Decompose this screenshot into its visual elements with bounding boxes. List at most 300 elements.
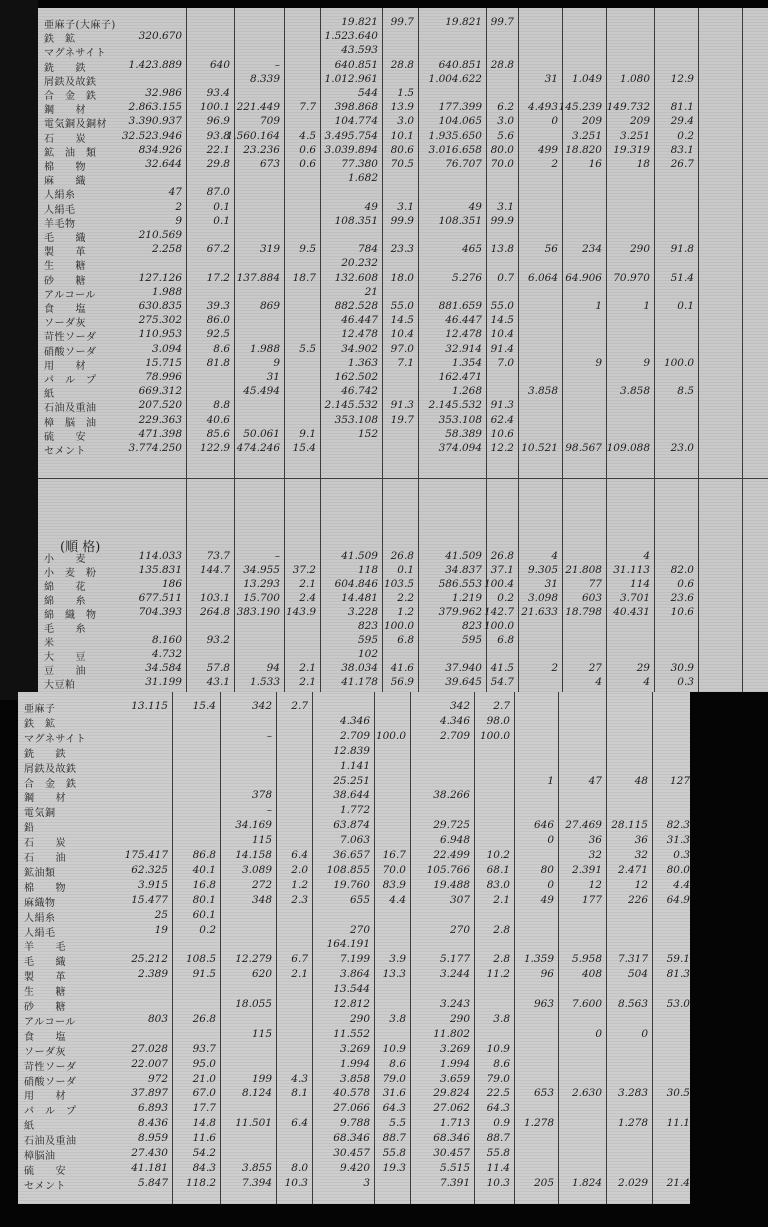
cell-value: 10.4 — [490, 328, 514, 341]
row-label: 綿 織 物 — [44, 610, 97, 621]
cell-value: 1.278 — [617, 1117, 648, 1130]
cell-value: 93.4 — [206, 87, 230, 99]
cell-value: 8.1 — [291, 1087, 308, 1100]
cell-value: 1.824 — [571, 1176, 602, 1189]
cell-value: 504 — [627, 968, 648, 981]
cell-value: 36 — [588, 834, 602, 847]
cell-value: 47 — [168, 186, 182, 199]
cell-value: 34.169 — [235, 819, 272, 832]
table-row — [18, 1177, 690, 1197]
row-label: 人絹糸 — [24, 912, 56, 924]
cell-value: 348 — [251, 893, 272, 906]
cell-value: 0.3 — [677, 676, 694, 688]
cell-value: 108.855 — [326, 863, 370, 876]
cell-value: 2.709 — [339, 729, 370, 742]
cell-value: 1.533 — [249, 676, 280, 688]
cell-value: 320.670 — [138, 30, 182, 43]
cell-value: 82.0 — [670, 564, 694, 576]
cell-value: 4.4 — [673, 878, 690, 891]
cell-value: 2.3 — [291, 893, 308, 906]
cell-value: 8.339 — [249, 72, 280, 85]
cell-value: 378 — [251, 789, 272, 802]
cell-value: 62.4 — [490, 413, 514, 426]
cell-value: 17.2 — [206, 271, 230, 284]
cell-value: 122.9 — [199, 442, 230, 454]
cell-value: 10.3 — [284, 1176, 308, 1189]
cell-value: 7.7 — [299, 101, 316, 114]
cell-value: 96 — [540, 968, 554, 981]
cell-value: 26.8 — [490, 550, 514, 562]
cell-value: 32.644 — [145, 158, 182, 170]
cell-value: 1.682 — [347, 172, 378, 185]
cell-value: 2.0 — [291, 863, 308, 876]
column-rule — [742, 8, 743, 692]
row-label: 製 革 — [24, 972, 66, 984]
cell-value: 9.788 — [339, 1117, 370, 1130]
cell-value: 10.4 — [390, 328, 414, 341]
cell-value: 1 — [643, 300, 650, 312]
cell-value: 31.6 — [382, 1087, 406, 1100]
cell-value: 704.393 — [138, 606, 182, 618]
cell-value: 653 — [533, 1087, 554, 1100]
cell-value: 49 — [540, 893, 554, 906]
cell-value: 207.520 — [138, 399, 182, 412]
cell-value: 55.8 — [486, 1147, 510, 1159]
cell-value: 127.126 — [138, 271, 182, 284]
cell-value: 210.569 — [138, 229, 182, 241]
cell-value: 0.2 — [497, 592, 514, 604]
cell-value: 3.094 — [151, 342, 182, 355]
cell-value: 595 — [357, 634, 378, 646]
cell-value: 32 — [634, 849, 648, 861]
cell-value: 6.7 — [291, 953, 308, 966]
cell-value: 68.346 — [333, 1132, 370, 1145]
cell-value: 2 — [175, 200, 182, 213]
cell-value: 39.645 — [445, 676, 482, 688]
row-label: 人絹糸 — [44, 190, 76, 202]
cell-value: 164.191 — [326, 938, 370, 951]
cell-value: 10.521 — [521, 442, 558, 454]
cell-value: 94 — [266, 662, 280, 674]
cell-value: 1.354 — [451, 356, 482, 369]
row-label: 棉 物 — [44, 162, 86, 173]
row-label: 豆 油 — [44, 666, 86, 677]
cell-value: 100.0 — [663, 356, 694, 369]
cell-value: 374.094 — [438, 442, 482, 454]
cell-value: 38.266 — [433, 789, 470, 802]
cell-value: 7.1 — [397, 356, 414, 369]
cell-value: 3.1 — [497, 200, 514, 213]
row-label: 用 材 — [24, 1091, 66, 1103]
cell-value: 1.988 — [151, 285, 182, 298]
cell-value: 29.8 — [206, 158, 230, 170]
cell-value: 0 — [641, 1027, 648, 1040]
cell-value: 34.584 — [145, 662, 182, 674]
row-label: 大豆粕 — [44, 680, 76, 691]
cell-value: 80.0 — [666, 863, 690, 876]
cell-value: 29.4 — [670, 115, 694, 128]
cell-value: 221.449 — [236, 101, 280, 114]
cell-value: 1.713 — [439, 1117, 470, 1130]
cell-value: 264.8 — [199, 606, 230, 618]
cell-value: 2.391 — [571, 863, 602, 876]
row-label: 砂 糖 — [24, 1002, 66, 1013]
cell-value: 12.279 — [235, 953, 272, 966]
cell-value: 80 — [540, 863, 554, 876]
cell-value: 34.837 — [445, 564, 482, 576]
cell-value: 8.8 — [213, 399, 230, 412]
cell-value: 143.9 — [285, 606, 316, 618]
cell-value: 834.926 — [138, 143, 182, 156]
cell-value: 6.4 — [291, 1117, 308, 1130]
cell-value: 398.868 — [334, 101, 378, 114]
table-row — [38, 676, 738, 692]
cell-value: 8.563 — [617, 998, 648, 1010]
cell-value: 0.1 — [677, 300, 694, 312]
row-label: 鉱油類 — [24, 867, 56, 879]
cell-value: 3.243 — [439, 998, 470, 1010]
cell-value: – — [266, 804, 272, 817]
row-label: 綿 花 — [44, 582, 86, 593]
cell-value: 3.016.658 — [428, 143, 482, 156]
cell-value: 59.1 — [666, 953, 690, 966]
cell-value: 6.948 — [439, 834, 470, 847]
row-label: 羊毛物 — [44, 218, 76, 230]
cell-value: 93.2 — [206, 634, 230, 646]
cell-value: 3.915 — [137, 878, 168, 891]
cell-value: 353.108 — [438, 413, 482, 426]
cell-value: 18.798 — [565, 606, 602, 618]
cell-value: 25.251 — [333, 774, 370, 787]
cell-value: 1.359 — [523, 953, 554, 966]
cell-value: 8.436 — [137, 1117, 168, 1130]
row-label: 硝酸ソーダ — [24, 1076, 77, 1088]
cell-value: 27.028 — [131, 1042, 168, 1055]
cell-value: 11.501 — [235, 1117, 272, 1130]
cell-value: 31.199 — [145, 676, 182, 688]
cell-value: 7.600 — [571, 998, 602, 1010]
cell-value: 11.4 — [486, 1161, 510, 1174]
cell-value: 64.906 — [565, 271, 602, 284]
cell-value: 22.1 — [206, 143, 230, 156]
cell-value: 46.447 — [445, 314, 482, 327]
cell-value: 673 — [259, 158, 280, 170]
cell-value: 4.732 — [151, 648, 182, 660]
cell-value: 64.9 — [666, 893, 690, 906]
cell-value: 586.553 — [438, 578, 482, 590]
cell-value: 1.2 — [397, 606, 414, 618]
cell-value: 2.863.155 — [128, 101, 182, 114]
cell-value: 118.2 — [185, 1176, 216, 1189]
cell-value: 16.8 — [192, 878, 216, 891]
cell-value: 0.1 — [397, 564, 414, 576]
cell-value: 972 — [147, 1072, 168, 1085]
cell-value: 23.3 — [390, 243, 414, 256]
cell-value: 105.766 — [426, 863, 470, 876]
row-label: 亜麻子(大麻子) — [44, 20, 116, 31]
cell-value: 8.160 — [151, 634, 182, 646]
row-label: セメント — [24, 1180, 66, 1192]
cell-value: 4 — [551, 550, 558, 562]
cell-value: 7.0 — [497, 356, 514, 369]
cell-value: 229.363 — [138, 413, 182, 426]
row-label: 人絹毛 — [24, 927, 56, 939]
cell-value: 12.478 — [341, 328, 378, 341]
cell-value: 40.578 — [333, 1087, 370, 1100]
cell-value: 2.709 — [439, 729, 470, 742]
cell-value: 10.2 — [486, 849, 510, 861]
cell-value: 86.0 — [206, 314, 230, 327]
row-label: 羊 毛 — [24, 942, 66, 954]
row-label: 硫 安 — [24, 1165, 66, 1177]
cell-value: 25.212 — [131, 953, 168, 966]
cell-value: 8.6 — [493, 1057, 510, 1070]
cell-value: 28.8 — [490, 58, 514, 71]
cell-value: 100.0 — [383, 620, 414, 632]
cell-value: 21.808 — [565, 564, 602, 576]
cell-value: 40.431 — [613, 606, 650, 618]
cell-value: 0.7 — [497, 271, 514, 284]
cell-value: 1.004.622 — [428, 72, 482, 85]
cell-value: 29.725 — [433, 819, 470, 832]
cell-value: 29 — [636, 662, 650, 674]
cell-value: 1.5 — [397, 87, 414, 99]
cell-value: 115 — [251, 834, 272, 847]
cell-value: 2.145.532 — [324, 399, 378, 412]
cell-value: 6.064 — [527, 271, 558, 284]
cell-value: 15.477 — [131, 893, 168, 906]
cell-value: 32.986 — [145, 87, 182, 99]
cell-value: 31.3 — [666, 834, 690, 847]
row-label: 紙 — [24, 1121, 35, 1133]
row-label: 用 材 — [44, 360, 86, 372]
cell-value: 21 — [364, 285, 378, 298]
cell-value: 640.851 — [438, 58, 482, 71]
cell-value: 2 — [551, 158, 558, 170]
table-row — [38, 442, 738, 462]
cell-value: 186 — [161, 578, 182, 590]
cell-value: 68.346 — [433, 1132, 470, 1145]
cell-value: 56 — [544, 243, 558, 256]
cell-value: 7.063 — [339, 834, 370, 847]
cell-value: 4.3 — [291, 1072, 308, 1085]
cell-value: 37.2 — [292, 564, 316, 576]
cell-value: 27 — [588, 662, 602, 674]
cell-value: 31 — [266, 371, 280, 383]
cell-value: 205 — [533, 1176, 554, 1189]
cell-value: 108.5 — [185, 953, 216, 966]
cell-value: 10.6 — [670, 606, 694, 618]
cell-value: 603 — [581, 592, 602, 604]
cell-value: 1.012.961 — [324, 72, 378, 85]
row-label: 合 金 鉄 — [44, 91, 97, 102]
row-label: 毛 織 — [24, 957, 66, 969]
cell-value: 12.2 — [490, 442, 514, 454]
row-label: 電気銅 — [24, 808, 56, 820]
cell-value: 290 — [449, 1012, 470, 1025]
cell-value: 1 — [547, 774, 554, 787]
cell-value: 4 — [643, 550, 650, 562]
cell-value: 14.5 — [390, 314, 414, 327]
row-label: 製 革 — [44, 247, 86, 259]
cell-value: 16 — [588, 158, 602, 170]
cell-value: 6.893 — [137, 1102, 168, 1115]
row-label: 生 糖 — [44, 261, 86, 273]
row-label: 鉄 鉱 — [24, 718, 56, 730]
cell-value: 2.1 — [299, 676, 316, 688]
cell-value: 803 — [147, 1012, 168, 1025]
cell-value: 70.5 — [390, 158, 414, 170]
row-label: 合 金 鉄 — [24, 778, 77, 790]
row-label: 小 麦 — [44, 554, 86, 565]
cell-value: 63.874 — [333, 819, 370, 832]
cell-value: 3.659 — [439, 1072, 470, 1085]
cell-value: 2.145.532 — [428, 399, 482, 412]
cell-value: 142.7 — [483, 606, 514, 618]
cell-value: 15.715 — [145, 356, 182, 369]
row-label: 鉱 油 類 — [44, 147, 97, 159]
cell-value: 60.1 — [192, 908, 216, 921]
cell-value: 95.0 — [192, 1057, 216, 1070]
cell-value: 114.033 — [138, 550, 182, 562]
cell-value: 88.7 — [382, 1132, 406, 1145]
cell-value: 3.228 — [347, 606, 378, 618]
cell-value: 57.8 — [206, 662, 230, 674]
cell-value: 640 — [209, 58, 230, 71]
cell-value: 270 — [449, 923, 470, 936]
row-label: 石油及重油 — [44, 403, 97, 415]
cell-value: 135.831 — [138, 564, 182, 576]
cell-value: 290 — [629, 243, 650, 256]
cell-value: 3.8 — [389, 1012, 406, 1025]
cell-value: 76.707 — [445, 158, 482, 170]
cell-value: 91.5 — [192, 968, 216, 981]
cell-value: 2.1 — [493, 893, 510, 906]
cell-value: 64.3 — [382, 1102, 406, 1115]
cell-value: 408 — [581, 968, 602, 981]
cell-value: 96.9 — [206, 115, 230, 128]
cell-value: 103.5 — [383, 578, 414, 590]
cell-value: 13.293 — [243, 578, 280, 590]
row-label: 食 塩 — [44, 304, 86, 315]
row-label: 樟 脳 油 — [44, 417, 97, 429]
cell-value: 8.6 — [213, 342, 230, 355]
cell-value: 2.630 — [571, 1087, 602, 1100]
cell-value: 99.9 — [390, 214, 414, 227]
cell-value: 27.469 — [565, 819, 602, 832]
row-label: 石 油 — [24, 853, 66, 864]
cell-value: 81.8 — [206, 356, 230, 369]
cell-value: 162.471 — [438, 371, 482, 383]
cell-value: 784 — [357, 243, 378, 256]
cell-value: 9 — [643, 356, 650, 369]
cell-value: 379.962 — [438, 606, 482, 618]
cell-value: 4.346 — [439, 714, 470, 727]
cell-value: 4 — [643, 676, 650, 688]
cell-value: 9.305 — [527, 564, 558, 576]
cell-value: 83.9 — [382, 878, 406, 891]
cell-value: 3.8 — [493, 1012, 510, 1025]
cell-value: 26.8 — [192, 1012, 216, 1025]
cell-value: 0.1 — [213, 200, 230, 213]
cell-value: 1.141 — [339, 759, 370, 772]
cell-value: 0.6 — [299, 158, 316, 170]
row-label: 屑鉄及故鉄 — [24, 763, 77, 775]
cell-value: 465 — [461, 243, 482, 256]
cell-value: 162.502 — [334, 371, 378, 383]
row-label: 銑 鉄 — [24, 748, 66, 760]
cell-value: 3.269 — [439, 1042, 470, 1055]
row-label: 毛 織 — [44, 233, 86, 244]
cell-value: 3.283 — [617, 1087, 648, 1100]
cell-value: 91.3 — [490, 399, 514, 412]
cell-value: 1.2 — [291, 878, 308, 891]
cell-value: 19 — [154, 923, 168, 936]
cell-value: 1.994 — [439, 1057, 470, 1070]
section-rule — [38, 478, 768, 479]
cell-value: 77 — [588, 578, 602, 590]
cell-value: 12.9 — [670, 72, 694, 85]
cell-value: 3.701 — [619, 592, 650, 604]
cell-value: 3.858 — [619, 385, 650, 398]
cell-value: 5.847 — [137, 1176, 168, 1189]
cell-value: 2.8 — [493, 953, 510, 966]
row-label: 石 炭 — [44, 133, 86, 145]
cell-value: 7.317 — [617, 953, 648, 966]
cell-value: 4.346 — [339, 714, 370, 727]
cell-value: 36 — [634, 834, 648, 847]
cell-value: 31.113 — [613, 564, 650, 576]
row-label: セメント — [44, 446, 86, 457]
cell-value: 87.0 — [206, 186, 230, 199]
cell-value: 13.3 — [382, 968, 406, 981]
cell-value: 110.953 — [138, 328, 182, 341]
cell-value: 11.552 — [333, 1027, 370, 1040]
cell-value: 3 — [363, 1176, 370, 1189]
cell-value: 102 — [357, 648, 378, 660]
cell-value: 383.190 — [236, 606, 280, 618]
row-label: 亜麻子 — [24, 704, 56, 715]
cell-value: 108.351 — [438, 214, 482, 227]
cell-value: 55.0 — [490, 300, 514, 312]
cell-value: 34.902 — [341, 342, 378, 355]
row-label: 砂 糖 — [44, 275, 86, 287]
ledger-sheet-top — [38, 8, 768, 692]
cell-value: 100.0 — [483, 620, 514, 632]
cell-value: 31 — [544, 578, 558, 590]
cell-value: 18.7 — [292, 271, 316, 284]
cell-value: 114 — [629, 578, 650, 590]
cell-value: 79.0 — [382, 1072, 406, 1085]
cell-value: 38.644 — [333, 789, 370, 802]
row-label: 鉛 — [24, 823, 35, 835]
cell-value: 7.199 — [339, 953, 370, 966]
cell-value: 604.846 — [334, 578, 378, 590]
cell-value: 1.268 — [451, 385, 482, 398]
cell-value: 471.398 — [138, 427, 182, 440]
cell-value: 46.447 — [341, 314, 378, 327]
cell-value: 14.5 — [490, 314, 514, 327]
cell-value: 80.6 — [390, 143, 414, 156]
cell-value: 3.244 — [439, 968, 470, 981]
cell-value: 48 — [634, 774, 648, 787]
cell-value: 58.389 — [445, 427, 482, 440]
cell-value: 12 — [634, 878, 648, 891]
cell-value: 13.544 — [333, 983, 370, 996]
cell-value: 630.835 — [138, 300, 182, 312]
cell-value: 21.0 — [192, 1072, 216, 1085]
cell-value: 342 — [449, 700, 470, 712]
